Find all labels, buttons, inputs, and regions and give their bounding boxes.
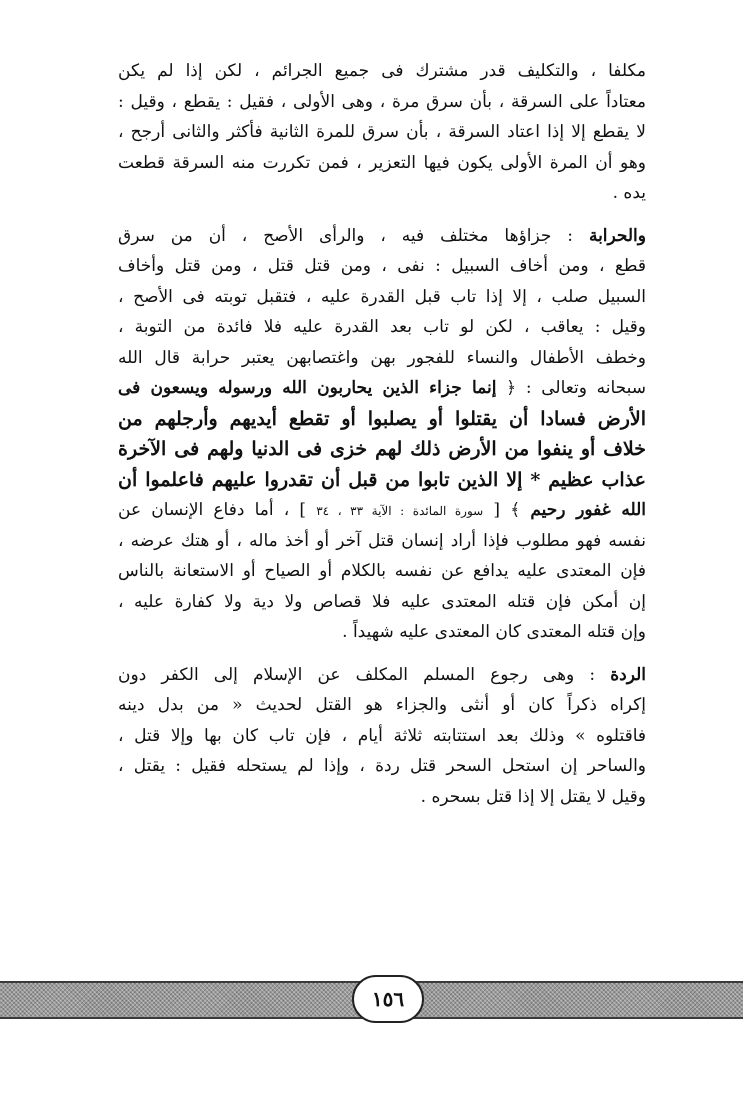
- text-line: فإن المعتدى عليه يدافع عن نفسه بالكلام أو الصياح أو الاستعانة بالناس: [118, 561, 646, 581]
- text-line: [118, 373, 646, 404]
- text-line: وخطف الأطفال والنساء للفجور بهن واغتصابهن يعتبر حرابة قال الله: [118, 347, 646, 368]
- paragraph-gap: [118, 209, 646, 221]
- text-line: [118, 495, 646, 526]
- text-line: قطع ، ومن أخاف السبيل : نفى ، ومن قتل قتل ، ومن قتل وأخاف: [118, 256, 646, 276]
- text-line: مكلفا ، والتكليف قدر مشترك فى جميع الجرائم ، لكن إذا لم يكن: [118, 61, 646, 81]
- quran-verse-line: خلاف أو ينفوا من الأرض ذلك لهم خزى فى الدنيا ولهم فى الآخرة: [118, 438, 646, 460]
- text-line: نفسه فهو مطلوب فإذا أراد إنسان قتل آخر أو أخذ ماله ، أو هتك عرضه ،: [118, 530, 646, 551]
- verse-bracket: ﴾ [: [493, 500, 521, 520]
- text-line: [118, 660, 646, 691]
- text-line: إكراه ذكراً كان أو أنثى والجزاء هو القتل لحديث « من بدل دينه: [118, 695, 646, 715]
- text-run: سبحانه وتعالى : ﴿: [506, 378, 647, 398]
- page-number: ١٥٦: [352, 975, 424, 1023]
- page-body: [118, 56, 646, 812]
- text-run: : وهى رجوع المسلم المكلف عن الإسلام إلى الكفر دون: [118, 664, 596, 685]
- text-line: وقيل لا يقتل إلا إذا قتل بسحره .: [420, 786, 646, 807]
- term-riddah: الردة: [610, 664, 647, 685]
- text-line: [118, 221, 646, 252]
- quran-verse: إنما جزاء الذين يحاربون الله ورسوله ويسعون فى: [118, 378, 497, 398]
- term-hirabah: والحرابة: [588, 225, 646, 246]
- paragraph-theft: [118, 56, 646, 209]
- paragraph-gap: [118, 648, 646, 660]
- page-footer: [0, 975, 743, 1025]
- text-line: وهو أن المرة الأولى يكون فيها التعزير ، فمن تكررت منه السرقة قطعت: [118, 152, 646, 173]
- text-line: لا يقطع إلا إذا اعتاد السرقة ، بأن سرق للمرة الثانية فأكثر والثانى أرجح ،: [118, 122, 646, 142]
- quran-verse-line: الأرض فسادا أن يقتلوا أو يصلبوا أو تقطع أيديهم وأرجلهم من: [118, 407, 646, 430]
- text-line: معتاداً على السرقة ، بأن سرق مرة ، وهى الأولى ، فقيل : يقطع ، وقيل :: [118, 91, 646, 112]
- text-line: وإن قتله المعتدى كان المعتدى عليه شهيداً .: [342, 622, 646, 642]
- text-line: وقيل : يعاقب ، لكن لو تاب بعد القدرة عليه فلا فائدة من التوبة ،: [118, 317, 646, 337]
- citation: سورة المائدة : الآية ٣٣ ، ٣٤: [316, 504, 484, 518]
- text-run: : جزاؤها مختلف فيه ، والرأى الأصح ، أن من سرق: [118, 225, 574, 246]
- paragraph-hirabah: [118, 221, 646, 648]
- text-line: فاقتلوه » وذلك بعد استتابته ثلاثة أيام ، فإن تاب كان بها وإلا قتل ،: [118, 725, 646, 746]
- paragraph-riddah: [118, 660, 646, 813]
- text-line: إن أمكن فإن قتله المعتدى عليه فلا قصاص ولا دية ولا كفارة عليه ،: [118, 591, 646, 612]
- text-line: والساحر إن استحل السحر قتل ردة ، وإذا لم يستحله فقيل : يقتل ،: [118, 756, 646, 776]
- quran-verse-line: عذاب عظيم * إلا الذين تابوا من قبل أن تقدروا عليهم فاعلموا أن: [118, 468, 646, 491]
- quran-verse: الله غفور رحيم: [530, 500, 646, 520]
- text-line: السبيل صلب ، إلا إذا تاب قبل القدرة عليه ، فتقبل توبته فى الأصح ،: [118, 286, 646, 307]
- text-line: يده .: [612, 183, 646, 203]
- text-run: ] ، أما دفاع الإنسان عن: [118, 500, 307, 520]
